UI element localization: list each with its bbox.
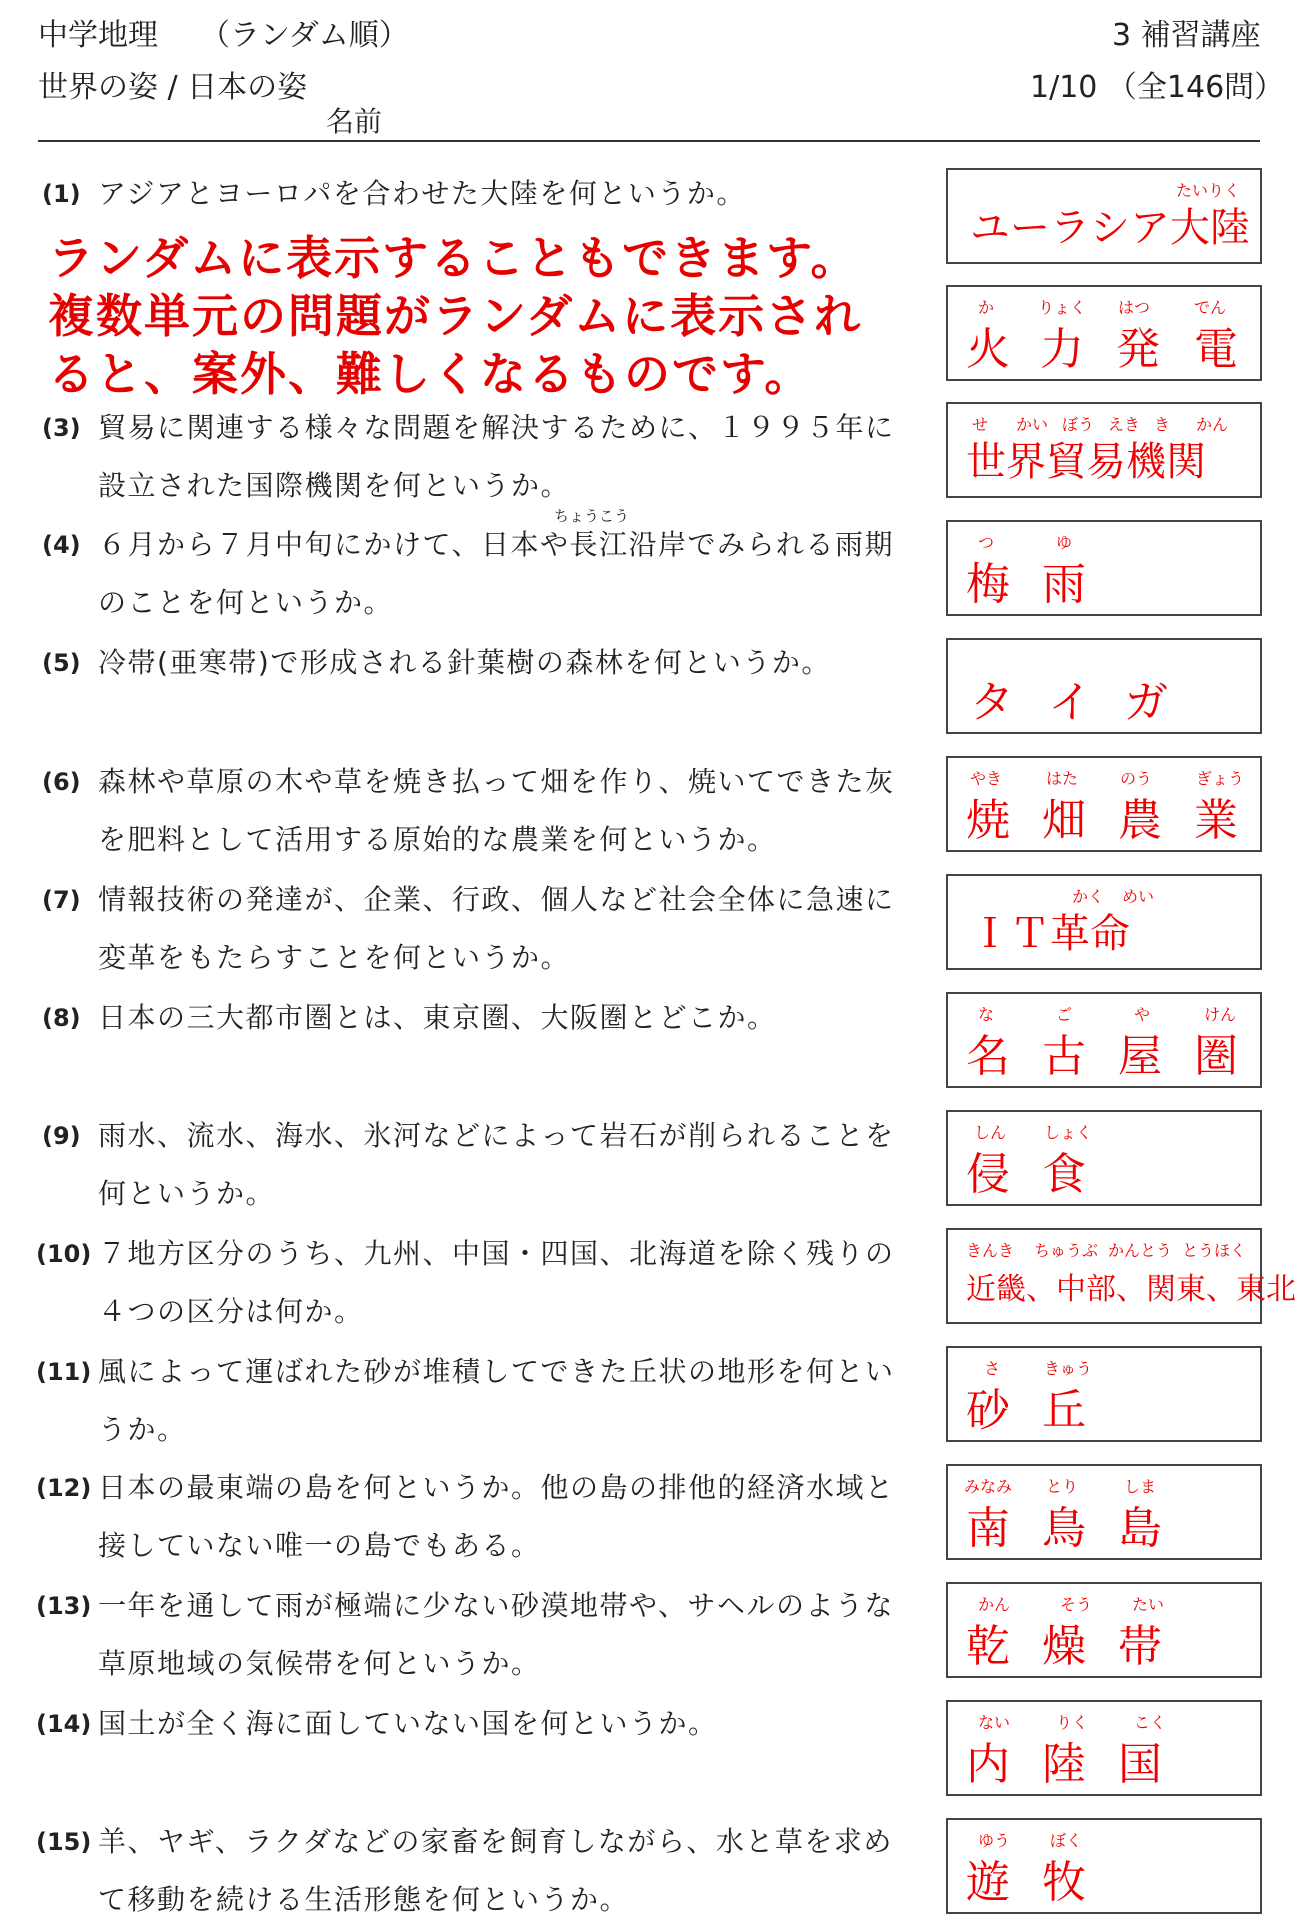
ruby-text: ご [1056, 1005, 1073, 1024]
ruby-text: かく [1072, 887, 1105, 906]
question-text: 変革をもたらすことを何というか。 [98, 941, 571, 974]
question-11 [36, 1354, 931, 1454]
ruby-text: さ [984, 1359, 1001, 1378]
question-number: (15) [36, 1828, 92, 1856]
answer-ruby [948, 412, 1260, 434]
ruby-text: そう [1060, 1595, 1093, 1614]
answer-char: 屋 [1118, 1031, 1162, 1082]
ruby-text: とり [1046, 1477, 1079, 1496]
answer-char: 内 [966, 1739, 1010, 1790]
question-13 [36, 1588, 931, 1688]
ruby-text: かい [1016, 415, 1049, 434]
question-text: のことを何というか。 [98, 586, 394, 619]
ruby-text: りょく [1038, 298, 1087, 317]
answer-text [948, 1020, 1260, 1084]
ruby-text: こく [1134, 1713, 1167, 1732]
answer-char: 力 [1040, 324, 1084, 375]
answer-char: 圏 [1194, 1031, 1238, 1082]
answer-char: 島 [1118, 1503, 1162, 1554]
ruby-text: や [1134, 1005, 1151, 1024]
ruby-text: ゆ [1056, 533, 1073, 552]
answer-char: 陸 [1042, 1739, 1086, 1790]
answer-char: 鳥 [1042, 1503, 1086, 1554]
answer-text [948, 1610, 1260, 1674]
question-number: (5) [42, 649, 81, 677]
ruby-text: はた [1046, 769, 1079, 788]
question-number: (4) [42, 531, 81, 559]
question-text: 貿易に関連する様々な問題を解決するために、１９９５年に [98, 411, 895, 444]
answer-ruby [948, 1238, 1260, 1260]
question-text: 設立された国際機関を何というか。 [98, 469, 571, 502]
answer-text [948, 1138, 1260, 1202]
answer-text [948, 548, 1260, 612]
answer-ruby [948, 766, 1260, 788]
answer-char: 南 [966, 1503, 1010, 1554]
notice-line3: ると、案外、難しくなるものです。 [48, 347, 813, 401]
question-text: ６月から７月中旬にかけて、日本や長江沿岸でみられる雨期 [98, 528, 894, 561]
ruby-text: きんき [966, 1241, 1015, 1260]
ruby-text: つ [978, 533, 995, 552]
question-9 [36, 1118, 931, 1218]
question-text: 森林や草原の木や草を焼き払って畑を作り、焼いてできた灰 [98, 765, 895, 798]
answer-char: 近畿、中部、関東、東北 [966, 1272, 1296, 1307]
answer-char: ガ [1124, 677, 1168, 728]
ruby-text: めい [1122, 887, 1155, 906]
question-number: (6) [42, 768, 81, 796]
question-text: アジアとヨーロパを合わせた大陸を何というか。 [98, 177, 746, 210]
answer-box [946, 756, 1262, 852]
question-number: (1) [42, 180, 81, 208]
question-number: (9) [42, 1122, 81, 1150]
ruby-text: か [978, 298, 995, 317]
answer-ruby [948, 1592, 1260, 1614]
question-text: 草原地域の気候帯を何というか。 [98, 1647, 541, 1680]
question-text: 日本の最東端の島を何というか。他の島の排他的経済水域と [98, 1471, 895, 1504]
answer-box [946, 992, 1262, 1088]
ruby-text: かん [1196, 415, 1229, 434]
question-text: 国土が全く海に面していない国を何というか。 [98, 1707, 718, 1740]
answer-box [946, 1700, 1262, 1796]
answer-char: 火 [966, 324, 1010, 375]
ruby-text: せ [972, 415, 989, 434]
question-text: ７地方区分のうち、九州、中国・四国、北海道を除く残りの [98, 1237, 895, 1270]
ruby-text: しょく [1044, 1123, 1093, 1142]
answer-char: 侵 [966, 1149, 1010, 1200]
notice-line2: 複数単元の問題がランダムに表示され [48, 289, 863, 343]
answer-char: 乾 [966, 1621, 1010, 1672]
answer-char: 遊 [966, 1857, 1010, 1908]
question-number: (10) [36, 1240, 92, 1268]
ruby-text: しま [1124, 1477, 1157, 1496]
ruby-text: とうほく [1182, 1241, 1247, 1260]
answer-ruby [948, 1828, 1260, 1850]
question-number: (14) [36, 1710, 92, 1738]
answer-ruby [948, 1474, 1260, 1496]
answer-text [948, 430, 1260, 494]
answer-box [946, 1464, 1262, 1560]
answer-text [948, 1492, 1260, 1556]
question-text: ４つの区分は何か。 [98, 1295, 364, 1328]
ruby-text: かん [978, 1595, 1011, 1614]
question-8 [36, 1000, 931, 1100]
ruby-text: な [978, 1005, 995, 1024]
answer-box [946, 168, 1262, 264]
course-label: 3 補習講座 [1112, 18, 1261, 53]
answer-text [948, 1374, 1260, 1438]
answer-text [948, 196, 1260, 260]
answer-char: 電 [1194, 324, 1238, 375]
question-text: 日本の三大都市圏とは、東京圏、大阪圏とどこか。 [98, 1001, 777, 1034]
answer-char: イ [1048, 677, 1092, 728]
answer-char: タ [970, 677, 1014, 728]
question-text: 風によって運ばれた砂が堆積してできた丘状の地形を何とい [98, 1355, 895, 1388]
question-text: うか。 [98, 1413, 187, 1446]
question-14 [36, 1706, 931, 1806]
answer-char: 雨 [1042, 559, 1086, 610]
answer-box [946, 1582, 1262, 1678]
answer-char: 国 [1118, 1739, 1162, 1790]
question-12 [36, 1470, 931, 1570]
ruby-text: りく [1056, 1713, 1089, 1732]
notice-line1: ランダムに表示することもできます。 [48, 231, 859, 285]
answer-box [946, 638, 1262, 734]
ruby-text: みなみ [964, 1477, 1013, 1496]
question-number: (13) [36, 1592, 92, 1620]
question-number: (7) [42, 886, 81, 914]
answer-char: ＩＴ革命 [970, 911, 1130, 957]
ruby-text: けん [1204, 1005, 1237, 1024]
answer-text [948, 313, 1260, 377]
ruby-text: かんとう [1108, 1241, 1173, 1260]
answer-char: 古 [1042, 1031, 1086, 1082]
answer-text [948, 902, 1260, 966]
ruby-text: ぼく [1050, 1831, 1083, 1850]
question-number: (11) [36, 1358, 92, 1386]
answer-box [946, 1818, 1262, 1914]
answer-ruby [948, 530, 1260, 552]
answer-char: 発 [1116, 324, 1160, 375]
ruby-text: ぎょう [1196, 769, 1245, 788]
answer-text [948, 1728, 1260, 1792]
name-label: 名前 [326, 105, 383, 138]
question-text: 羊、ヤギ、ラクダなどの家畜を飼育しながら、水と草を求め [98, 1825, 893, 1858]
ruby-text: はつ [1118, 298, 1151, 317]
question-4 [36, 507, 931, 627]
question-text: 情報技術の発達が、企業、行政、個人など社会全体に急速に [98, 883, 895, 916]
answer-ruby [948, 178, 1260, 200]
question-6 [36, 764, 931, 864]
answer-box [946, 1346, 1262, 1442]
answer-box [946, 874, 1262, 970]
question-3 [36, 410, 931, 510]
answer-box [946, 1110, 1262, 1206]
ruby-text: ない [978, 1713, 1011, 1732]
subject-title: 中学地理 [38, 18, 158, 53]
answer-char: 業 [1194, 795, 1238, 846]
answer-char: 食 [1042, 1149, 1086, 1200]
units-label: 世界の姿 / 日本の姿 [38, 70, 308, 105]
answer-char: 牧 [1042, 1857, 1086, 1908]
question-text: を肥料として活用する原始的な農業を何というか。 [98, 823, 777, 856]
answer-char: 農 [1118, 795, 1162, 846]
question-number: (12) [36, 1474, 92, 1502]
answer-text [948, 1846, 1260, 1910]
question-5 [36, 645, 931, 745]
question-text: 雨水、流水、海水、氷河などによって岩石が削られることを [98, 1119, 895, 1152]
answer-ruby [948, 1356, 1260, 1378]
answer-char: ユーラシア大陸 [970, 205, 1250, 251]
header-divider [38, 140, 1260, 142]
answer-ruby [948, 1002, 1260, 1024]
answer-char: 燥 [1042, 1621, 1086, 1672]
answer-char: 砂 [966, 1385, 1010, 1436]
answer-box [946, 1228, 1296, 1324]
ruby-text: ぼう [1062, 415, 1095, 434]
answer-ruby [948, 884, 1260, 906]
question-text: 何というか。 [98, 1177, 276, 1210]
ruby-text: ちゅうぶ [1034, 1241, 1099, 1260]
answer-char: 焼 [966, 795, 1010, 846]
question-7 [36, 882, 931, 982]
question-text: 接していない唯一の島でもある。 [98, 1529, 541, 1562]
answer-text [948, 666, 1260, 730]
question-text: 一年を通して雨が極端に少ない砂漠地帯や、サヘルのような [98, 1589, 894, 1622]
answer-box [946, 402, 1262, 498]
answer-char: 畑 [1042, 795, 1086, 846]
ruby-text: きゅう [1044, 1359, 1093, 1378]
question-10 [36, 1236, 931, 1336]
question-text: て移動を続ける生活形態を何というか。 [98, 1883, 630, 1916]
page-indicator: 1/10 （全146問） [1030, 70, 1285, 105]
ruby-text: でん [1194, 298, 1227, 317]
ruby-text: やき [970, 769, 1003, 788]
answer-char: 梅 [966, 559, 1010, 610]
answer-char: 名 [966, 1031, 1010, 1082]
question-15 [36, 1824, 931, 1924]
question-number: (3) [42, 414, 81, 442]
answer-text [948, 784, 1260, 848]
ruby-text: たい [1132, 1595, 1165, 1614]
answer-box [946, 285, 1262, 381]
question-text: 冷帯(亜寒帯)で形成される針葉樹の森林を何というか。 [98, 646, 831, 679]
question-number: (8) [42, 1004, 81, 1032]
answer-char: 丘 [1042, 1385, 1086, 1436]
answer-box [946, 520, 1262, 616]
furigana-annotation: ちょうこう [554, 507, 630, 525]
answer-char: 世界貿易機関 [966, 439, 1206, 485]
answer-ruby [948, 1120, 1260, 1142]
ruby-text: のう [1120, 769, 1153, 788]
answer-ruby [948, 1710, 1260, 1732]
order-label: （ランダム順） [200, 18, 409, 53]
ruby-text: たいりく [1176, 181, 1241, 200]
ruby-text: き [1154, 415, 1171, 434]
ruby-text: ゆう [978, 1831, 1011, 1850]
ruby-text: しん [974, 1123, 1007, 1142]
ruby-text: えき [1108, 415, 1141, 434]
answer-ruby [948, 295, 1260, 317]
answer-ruby [948, 648, 1260, 666]
answer-text [948, 1264, 1296, 1328]
answer-char: 帯 [1118, 1621, 1162, 1672]
